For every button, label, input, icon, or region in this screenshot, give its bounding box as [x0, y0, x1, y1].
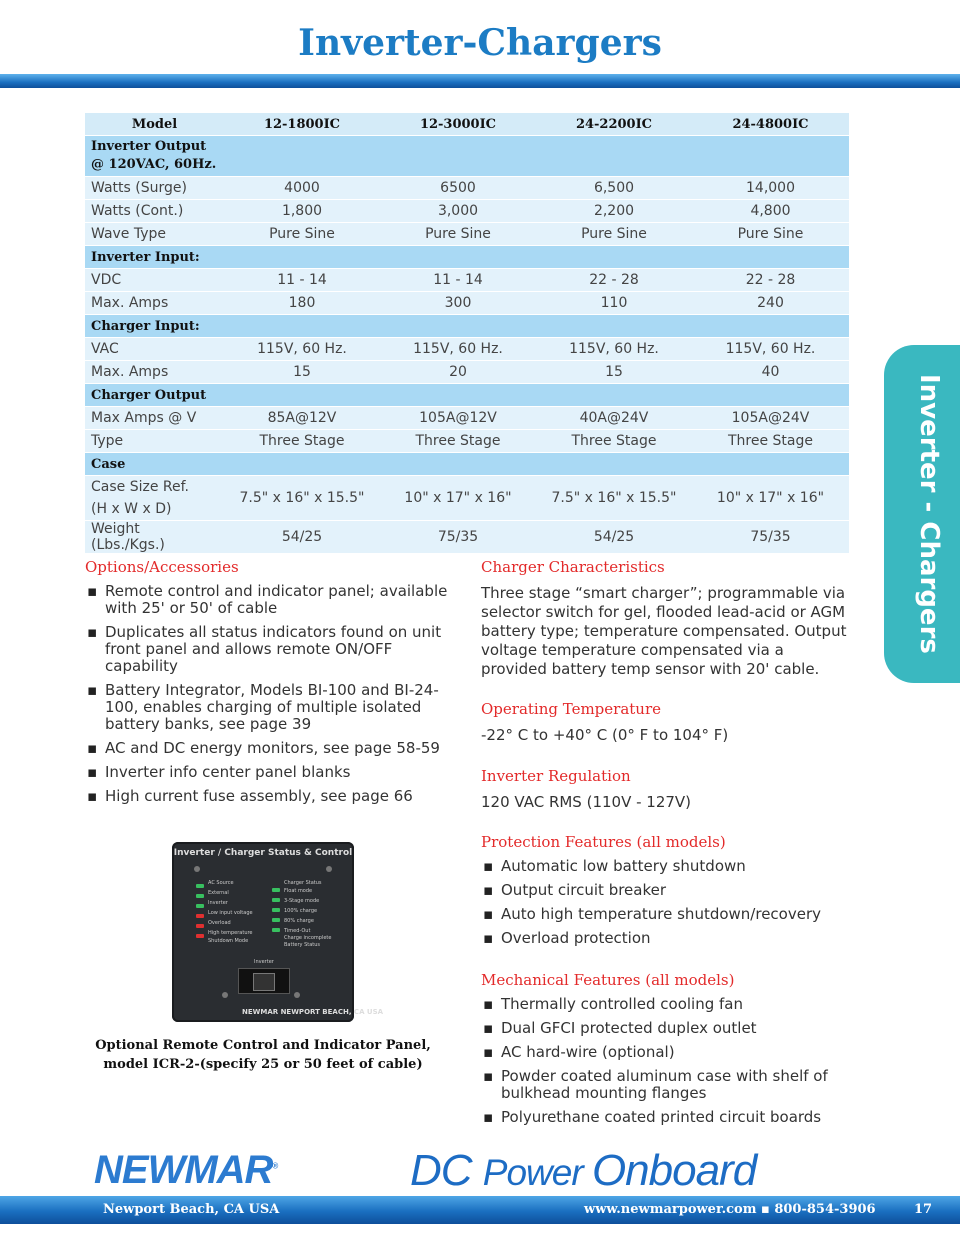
cell: 75/35 — [380, 521, 536, 554]
table-header: Model — [85, 113, 224, 136]
led-green — [196, 884, 204, 888]
row-label: Wave Type — [85, 223, 224, 246]
list-item: ▪ Dual GFCI protected duplex outlet — [483, 1020, 833, 1037]
protection-heading: Protection Features (all models) — [481, 833, 726, 851]
row-label: Weight (Lbs./Kgs.) — [85, 521, 224, 554]
page-title: Inverter-Chargers — [298, 22, 662, 64]
list-item: ▪ Thermally controlled cooling fan — [483, 996, 833, 1013]
spec-table — [85, 113, 849, 554]
panel-label: 80% charge — [284, 918, 314, 924]
section-side-tab — [884, 345, 960, 683]
panel-label: High temperature — [208, 930, 253, 936]
cell: 115V, 60 Hz. — [380, 338, 536, 361]
screw — [294, 992, 300, 998]
tagline-power: Power — [482, 1152, 592, 1193]
panel-label: Overload — [208, 920, 231, 926]
table-section-row — [85, 246, 849, 269]
led-red — [196, 924, 204, 928]
inverter-switch — [238, 968, 290, 994]
list-item: ▪ Battery Integrator, Models BI-100 and BI-24-100, enables charging of multiple isolated battery banks, see page 39 — [87, 682, 452, 733]
panel-label: Shutdown Mode — [208, 938, 249, 944]
panel-label: Float mode — [284, 888, 313, 894]
section-title: Charger Input: — [85, 315, 849, 338]
led-green — [272, 908, 280, 912]
cell: Pure Sine — [692, 223, 849, 246]
cell: Three Stage — [224, 430, 380, 453]
cell: 6,500 — [536, 177, 692, 200]
led-green — [196, 904, 204, 908]
table-header: 12-3000IC — [380, 113, 536, 136]
cell: 22 - 28 — [536, 269, 692, 292]
charger-heading: Charger Characteristics — [481, 558, 665, 576]
row-label: VDC — [85, 269, 224, 292]
table-row — [85, 177, 849, 200]
cell: 6500 — [380, 177, 536, 200]
row-label: VAC — [85, 338, 224, 361]
title-bar — [0, 74, 960, 88]
cell: 15 — [224, 361, 380, 384]
footer-bar — [0, 1196, 960, 1224]
section-title: Inverter Input: — [85, 246, 849, 269]
cell: 4000 — [224, 177, 380, 200]
panel-label: Charger Status — [284, 880, 322, 886]
screw — [326, 866, 332, 872]
tagline-dc: DC — [410, 1146, 483, 1195]
cell: 15 — [536, 361, 692, 384]
list-item: ▪ Inverter info center panel blanks — [87, 764, 452, 781]
cell: 105A@12V — [380, 407, 536, 430]
row-label: Max. Amps — [85, 292, 224, 315]
cell: Three Stage — [536, 430, 692, 453]
mechanical-list — [483, 996, 833, 1126]
regulation-heading: Inverter Regulation — [481, 767, 631, 785]
caption-line2: model ICR-2-(specify 25 or 50 feet of cable) — [103, 1057, 423, 1072]
row-label: Watts (Surge) — [85, 177, 224, 200]
tagline — [410, 1146, 756, 1196]
panel-label: AC Source — [208, 880, 234, 886]
table-header: 12-1800IC — [224, 113, 380, 136]
led-green — [272, 898, 280, 902]
table-section-row — [85, 136, 849, 177]
cell: 1,800 — [224, 200, 380, 223]
cell: 2,200 — [536, 200, 692, 223]
row-label-line1: Case Size Ref. — [91, 479, 189, 495]
cell: 85A@12V — [224, 407, 380, 430]
cell: 10" x 17" x 16" — [692, 476, 849, 521]
cell: Pure Sine — [380, 223, 536, 246]
panel-label: Battery Status — [284, 942, 321, 948]
registered-mark: ® — [272, 1161, 278, 1171]
cell: 3,000 — [380, 200, 536, 223]
mechanical-heading: Mechanical Features (all models) — [481, 971, 735, 989]
table-row — [85, 338, 849, 361]
cell: Three Stage — [692, 430, 849, 453]
caption-line1: Optional Remote Control and Indicator Panel, — [95, 1038, 431, 1053]
cell: 300 — [380, 292, 536, 315]
footer-contact: www.newmarpower.com ▪ 800-854-3906 — [584, 1202, 876, 1217]
row-label: Type — [85, 430, 224, 453]
list-item: ▪ Output circuit breaker — [483, 882, 848, 899]
cell: 4,800 — [692, 200, 849, 223]
table-row — [85, 476, 849, 521]
cell: 105A@24V — [692, 407, 849, 430]
protection-list — [483, 858, 848, 947]
table-section-row — [85, 384, 849, 407]
led-green — [196, 894, 204, 898]
row-label: Max. Amps — [85, 361, 224, 384]
list-item: ▪ Duplicates all status indicators found on unit front panel and allows remote ON/OFF capability — [87, 624, 452, 675]
panel-brand: NEWMAR NEWPORT BEACH, CA USA — [242, 1008, 384, 1016]
cell: 40A@24V — [536, 407, 692, 430]
section-title: Case — [85, 453, 849, 476]
section-title — [85, 136, 849, 177]
list-item: ▪ Overload protection — [483, 930, 848, 947]
led-red — [196, 934, 204, 938]
row-label: Watts (Cont.) — [85, 200, 224, 223]
list-item: ▪ Auto high temperature shutdown/recovery — [483, 906, 848, 923]
panel-label: Charge incomplete — [284, 935, 332, 941]
list-item: ▪ High current fuse assembly, see page 66 — [87, 788, 452, 805]
cell: 115V, 60 Hz. — [224, 338, 380, 361]
options-heading: Options/Accessories — [85, 558, 239, 576]
led-green — [272, 888, 280, 892]
panel-label: External — [208, 890, 229, 896]
table-row — [85, 361, 849, 384]
side-tab-wrapper — [884, 345, 960, 683]
side-tab-label: Inverter - Chargers — [914, 374, 944, 654]
remote-panel-image — [172, 842, 384, 1022]
list-item: ▪ Powder coated aluminum case with shelf of bulkhead mounting flanges — [483, 1068, 833, 1102]
cell: 180 — [224, 292, 380, 315]
cell: 115V, 60 Hz. — [692, 338, 849, 361]
options-list — [87, 583, 452, 805]
table-row — [85, 223, 849, 246]
table-header: 24-4800IC — [692, 113, 849, 136]
panel-title: Inverter / Charger Status & Control — [173, 848, 353, 858]
logo-text: NEWMAR — [94, 1148, 273, 1192]
table-section-row — [85, 315, 849, 338]
switch-rocker — [253, 973, 275, 991]
cell: 14,000 — [692, 177, 849, 200]
cell: 54/25 — [224, 521, 380, 554]
panel-label: Low input voltage — [208, 910, 253, 916]
list-item: ▪ Polyurethane coated printed circuit boards — [483, 1109, 833, 1126]
screw — [194, 866, 200, 872]
cell: 110 — [536, 292, 692, 315]
cell: Pure Sine — [536, 223, 692, 246]
table-row — [85, 292, 849, 315]
operating-heading: Operating Temperature — [481, 700, 662, 718]
section-title-line2: @ 120VAC, 60Hz. — [91, 157, 217, 172]
page-number: 17 — [914, 1202, 933, 1217]
cell: 240 — [692, 292, 849, 315]
list-item: ▪ AC and DC energy monitors, see page 58-59 — [87, 740, 452, 757]
list-item: ▪ AC hard-wire (optional) — [483, 1044, 833, 1061]
image-caption — [86, 1036, 440, 1074]
cell: 7.5" x 16" x 15.5" — [224, 476, 380, 521]
table-row — [85, 269, 849, 292]
cell: 54/25 — [536, 521, 692, 554]
cell: 115V, 60 Hz. — [536, 338, 692, 361]
table-row — [85, 521, 849, 554]
panel-label: 100% charge — [284, 908, 318, 914]
row-label: Max Amps @ V — [85, 407, 224, 430]
panel-label: Inverter — [208, 900, 228, 906]
cell: Three Stage — [380, 430, 536, 453]
cell: 11 - 14 — [380, 269, 536, 292]
list-item: ▪ Remote control and indicator panel; available with 25' or 50' of cable — [87, 583, 452, 617]
table-row — [85, 407, 849, 430]
panel-label: 3-Stage mode — [284, 898, 320, 904]
cell: 20 — [380, 361, 536, 384]
row-label-line2: (H x W x D) — [91, 501, 172, 517]
screw — [222, 992, 228, 998]
list-item: ▪ Automatic low battery shutdown — [483, 858, 848, 875]
section-title-line1: Inverter Output — [91, 139, 207, 154]
table-row — [85, 430, 849, 453]
regulation-text: 120 VAC RMS (110V - 127V) — [481, 793, 692, 811]
table-header-row — [85, 113, 849, 136]
cell: 7.5" x 16" x 15.5" — [536, 476, 692, 521]
led-green — [272, 918, 280, 922]
switch-label: Inverter — [254, 959, 274, 965]
cell: 40 — [692, 361, 849, 384]
tagline-onboard: Onboard — [591, 1146, 757, 1195]
footer-location: Newport Beach, CA USA — [103, 1202, 280, 1217]
cell: 22 - 28 — [692, 269, 849, 292]
led-red — [196, 914, 204, 918]
cell: Pure Sine — [224, 223, 380, 246]
operating-text: -22° C to +40° C (0° F to 104° F) — [481, 726, 729, 744]
table-header: 24-2200IC — [536, 113, 692, 136]
charger-text: Three stage “smart charger”; programmable via selector switch for gel, flooded lead-acid or AGM battery type; temperature compensated. Output voltage temperature compensated via a provided battery temp sensor with 20' cable. — [481, 584, 847, 678]
table-section-row — [85, 453, 849, 476]
panel-label: Timed-Out — [284, 928, 311, 934]
led-green — [272, 928, 280, 932]
section-title: Charger Output — [85, 384, 849, 407]
table-row — [85, 200, 849, 223]
newmar-logo — [94, 1148, 277, 1193]
cell: 11 - 14 — [224, 269, 380, 292]
cell: 75/35 — [692, 521, 849, 554]
cell: 10" x 17" x 16" — [380, 476, 536, 521]
row-label — [85, 476, 224, 521]
